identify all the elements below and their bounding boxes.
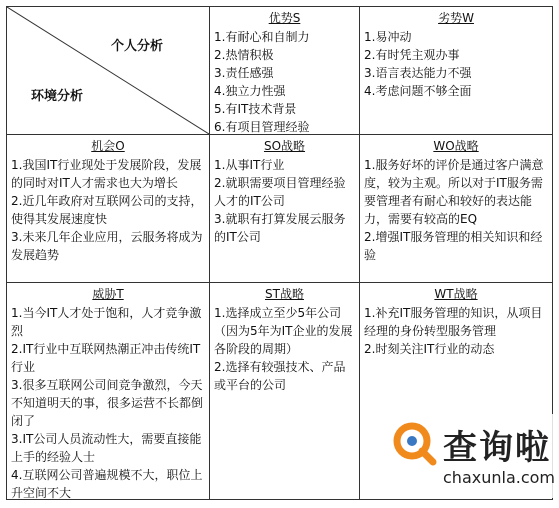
watermark-url: chaxunla.com — [443, 468, 555, 487]
environment-analysis-label: 环境分析 — [31, 89, 84, 104]
opportunity-item: 3.未来几年企业应用，云服务将成为发展趋势 — [11, 230, 203, 262]
strength-item: 2.热情积极 — [214, 48, 274, 62]
weakness-item: 1.易冲动 — [364, 30, 412, 44]
threats-cell — [7, 283, 209, 499]
diagonal-line — [7, 7, 209, 134]
so-title: SO战略 — [263, 139, 306, 153]
wo-item: 1.服务好坏的评价是通过客户满意度，较为主观。所以对于IT服务需要管理者有耐心和较好的表达能力，需要有较高的EQ — [364, 158, 544, 226]
wt-item: 2.时刻关注IT行业的动态 — [364, 342, 495, 356]
strength-item: 4.独立力性强 — [214, 84, 286, 98]
opportunities-cell — [7, 135, 209, 282]
st-item: 2.选择有较强技术、产品或平台的公司 — [214, 360, 346, 392]
weaknesses-cell — [360, 7, 552, 134]
wt-item: 1.补充IT服务管理的知识，从项目经理的身份转型服务管理 — [364, 306, 543, 338]
wo-strategy-cell — [360, 135, 552, 282]
opportunity-item: 2.近几年政府对互联网公司的支持，使得其发展速度快 — [11, 194, 203, 226]
strength-item: 1.有耐心和自制力 — [214, 30, 310, 44]
threat-item: 4.互联网公司普遍规模不大，职位上升空间不大 — [11, 468, 203, 500]
weakness-item: 2.有时凭主观办事 — [364, 48, 460, 62]
weakness-item: 4.考虑问题不够全面 — [364, 84, 472, 98]
strength-item: 3.责任感强 — [214, 66, 274, 80]
threat-item: 3.很多互联网公司间竞争激烈，今天不知道明天的事，很多运营不长都倒闭了 — [11, 378, 204, 428]
threat-item: 2.IT行业中互联网热潮正冲击传统IT行业 — [11, 342, 201, 374]
opportunities-title: 机会O — [91, 139, 125, 153]
strengths-title: 优势S — [268, 11, 301, 25]
wo-item: 2.增强IT服务管理的相关知识和经验 — [364, 230, 543, 262]
st-strategy-cell — [210, 283, 359, 499]
personal-analysis-label: 个人分析 — [111, 39, 164, 54]
strengths-cell — [210, 7, 359, 134]
threat-item: 1.当今IT人才处于饱和，人才竞争激烈 — [11, 306, 202, 338]
threat-item: 3.IT公司人员流动性大，需要直接能上手的经验人士 — [11, 432, 202, 464]
so-item: 1.从事IT行业 — [214, 158, 285, 172]
weaknesses-title: 劣势W — [438, 11, 474, 25]
st-title: ST战略 — [265, 287, 304, 301]
watermark-name: 查询啦 — [443, 428, 551, 468]
wt-title: WT战略 — [434, 287, 478, 301]
wo-title: WO战略 — [433, 139, 479, 153]
so-item: 3.就职有打算发展云服务的IT公司 — [214, 212, 346, 244]
st-item: 1.选择成立至少5年公司（因为5年为IT企业的发展各阶段的周期） — [214, 306, 353, 356]
strength-item: 5.有IT技术背景 — [214, 102, 297, 116]
threats-title: 威胁T — [92, 287, 124, 301]
strength-item: 6.有项目管理经验 — [214, 120, 310, 134]
watermark — [383, 414, 553, 498]
so-strategy-cell — [210, 135, 359, 282]
so-item: 2.就职需要项目管理经验人才的IT公司 — [214, 176, 346, 208]
weakness-item: 3.语言表达能力不强 — [364, 66, 472, 80]
magnifier-q-logo-icon — [391, 420, 437, 466]
opportunity-item: 1.我国IT行业现处于发展阶段，发展的同时对IT人才需求也大为增长 — [11, 158, 202, 190]
